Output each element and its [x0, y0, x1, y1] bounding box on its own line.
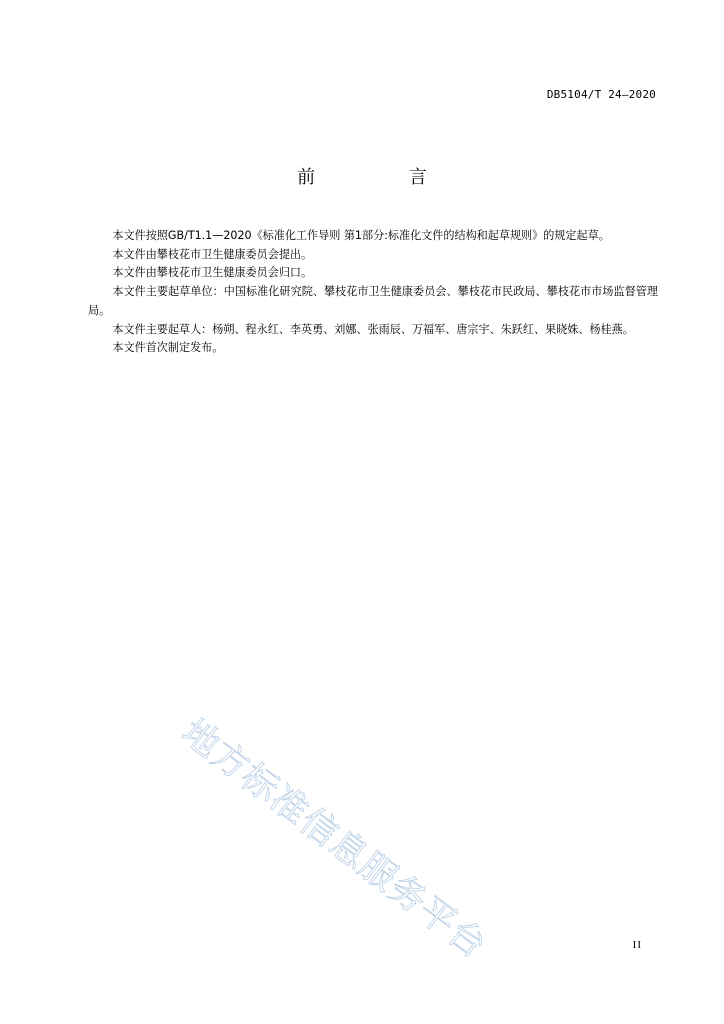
paragraph-drafting-rules: 本文件按照GB/T1.1—2020《标准化工作导则 第1部分:标准化文件的结构和起草规则》的规定起草。	[112, 229, 610, 242]
paragraph-proposer: 本文件由攀枝花市卫生健康委员会提出。	[112, 247, 313, 261]
foreword-body	[88, 227, 658, 358]
document-code: DB5104/T 24—2020	[546, 88, 656, 101]
watermark-text: 地方标准信息服务平台	[173, 711, 495, 967]
page-number: II	[632, 939, 642, 951]
paragraph-administrator: 本文件由攀枝花市卫生健康委员会归口。	[112, 266, 313, 280]
paragraph-first-release: 本文件首次制定发布。	[112, 341, 224, 355]
paragraph-drafting-units: 本文件主要起草单位：中国标准化研究院、攀枝花市卫生健康委员会、攀枝花市民政局、攀枝花市市场监督管理局。	[88, 285, 658, 317]
paragraph-drafters: 本文件主要起草人：杨朔、程永红、李英勇、刘娜、张雨辰、万福军、唐宗宇、朱跃红、果晓姝、杨桂燕。	[112, 322, 634, 336]
page-title: 前 言	[297, 167, 471, 188]
